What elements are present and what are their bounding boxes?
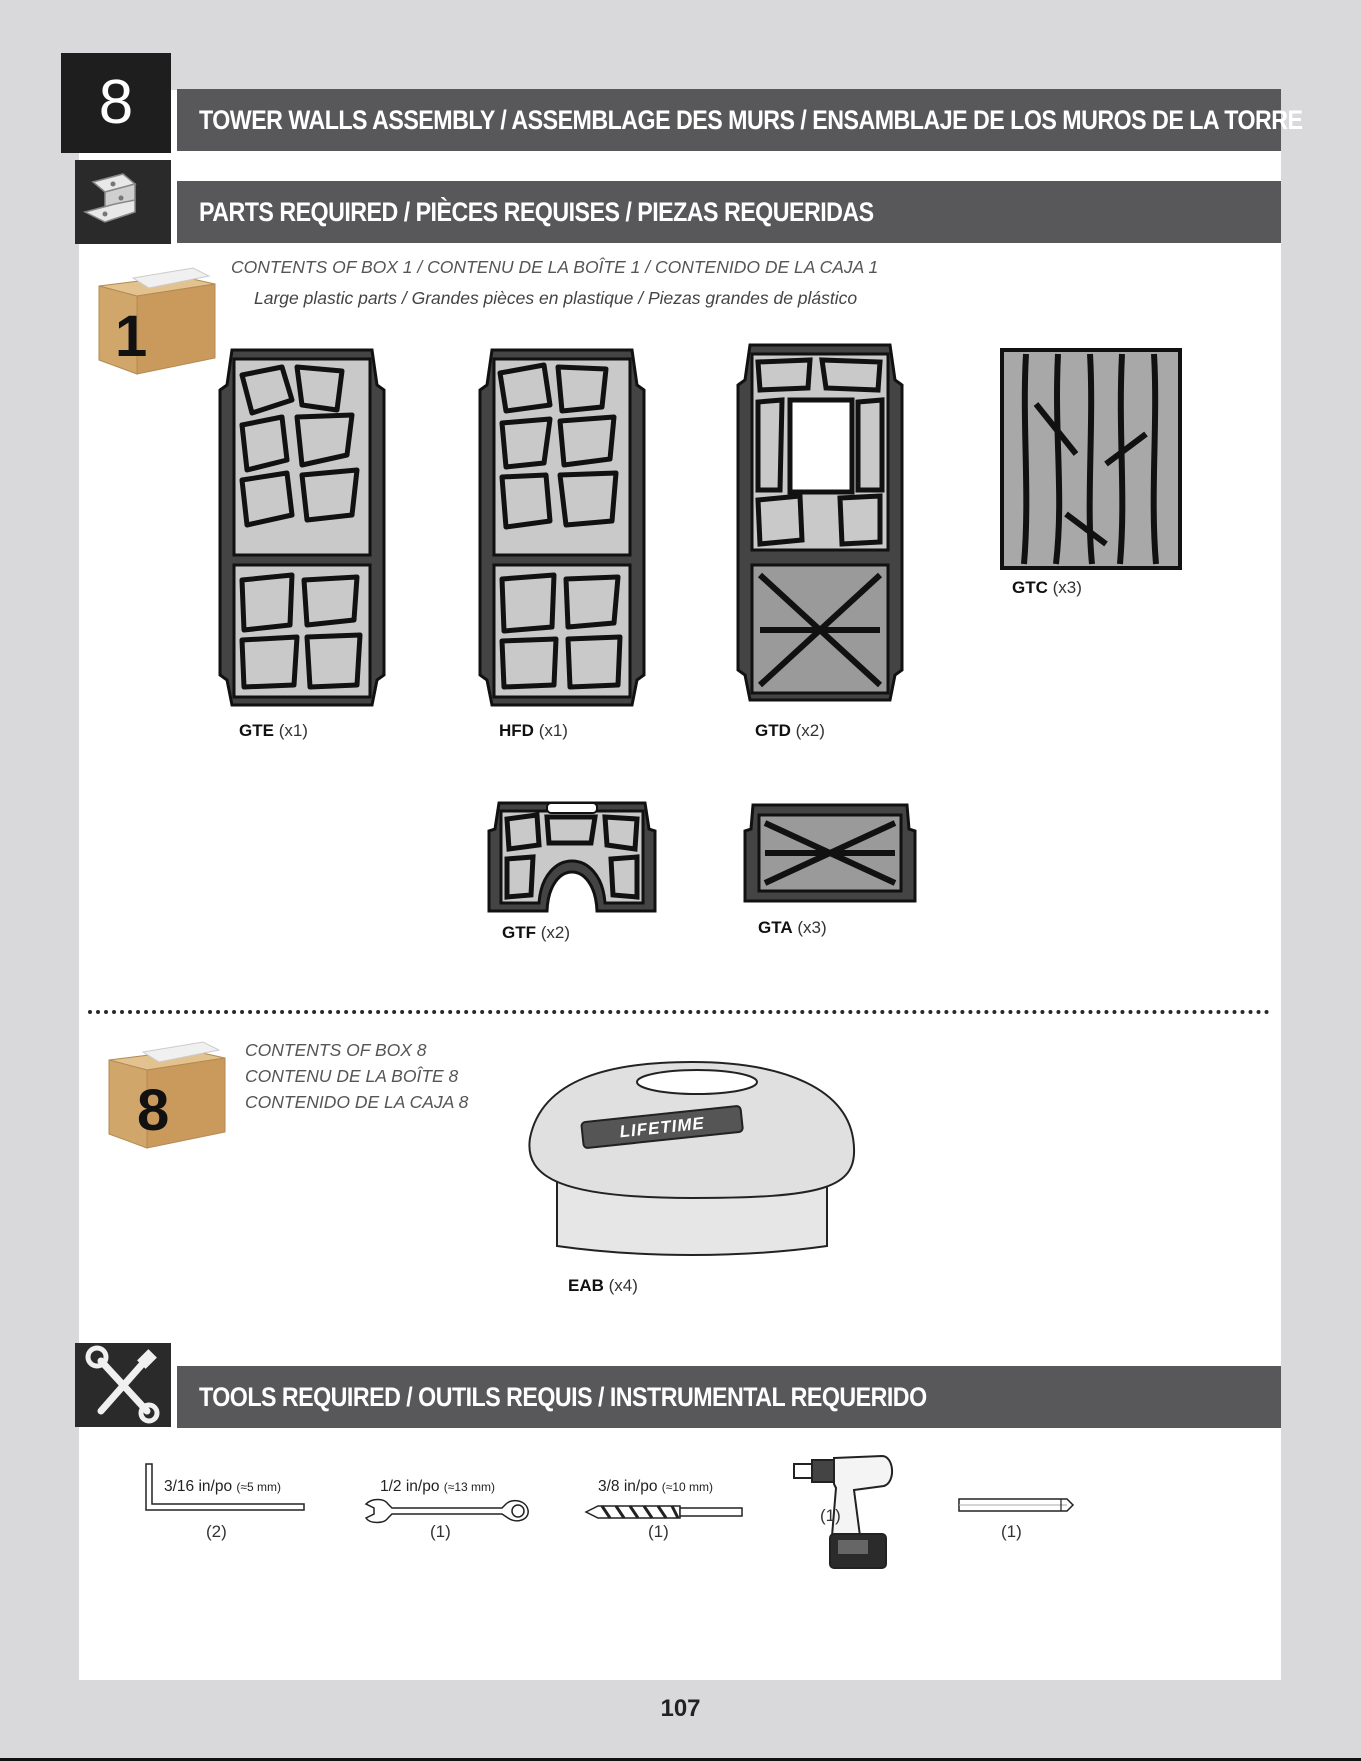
page-number: 107: [660, 1695, 701, 1722]
part-gtf-label: GTF (x2): [502, 923, 571, 942]
step-number: 8: [61, 53, 171, 153]
part-gtc-label: GTC (x3): [1012, 578, 1082, 597]
box-1-icon: [93, 256, 223, 376]
part-gtf-illustration: [487, 799, 657, 919]
hex-key-qty: (2): [206, 1522, 227, 1541]
box-8-line-1: CONTENTS OF BOX 8: [245, 1040, 427, 1060]
part-gte-illustration: [212, 345, 392, 715]
hex-bit-icon: [957, 1495, 1077, 1515]
part-gtd-illustration: [730, 340, 910, 710]
lifetime-logo: LIFETIME: [618, 1113, 706, 1142]
section-divider: [88, 1010, 1270, 1014]
part-gte-label: GTE (x1): [239, 721, 308, 740]
power-drill-icon: [790, 1452, 900, 1572]
parts-section-icon-box: [75, 160, 171, 244]
part-eab-label: EAB (x4): [568, 1276, 638, 1295]
box-8-line-2: CONTENU DE LA BOÎTE 8: [245, 1066, 459, 1086]
part-gta-label: GTA (x3): [758, 918, 827, 937]
power-drill-qty: (1): [820, 1506, 841, 1525]
box-8-icon: [103, 1030, 233, 1150]
hex-key-size: 3/16 in/po (≈5 mm): [164, 1478, 281, 1495]
part-gtc-illustration: [996, 344, 1186, 574]
bracket-icon: [75, 160, 171, 244]
wrench-qty: (1): [430, 1522, 451, 1541]
tools-required-title: TOOLS REQUIRED / OUTILS REQUIS / INSTRUMENTAL REQUERIDO: [177, 1366, 1281, 1428]
page-sheet: [79, 90, 1281, 1680]
drill-bit-icon: [584, 1502, 744, 1522]
drill-bit-qty: (1): [648, 1522, 669, 1541]
wrench-size: 1/2 in/po (≈13 mm): [380, 1478, 496, 1495]
part-eab-illustration: [522, 1058, 862, 1278]
part-gtd-label: GTD (x2): [755, 721, 825, 740]
box-1-subtitle: Large plastic parts / Grandes pièces en plastique / Piezas grandes de plástico: [254, 288, 858, 308]
tools-section-icon-box: [75, 1343, 171, 1427]
box-1-contents-label: CONTENTS OF BOX 1 / CONTENU DE LA BOÎTE 1 / CONTENIDO DE LA CAJA 1: [231, 257, 879, 277]
hex-key-icon: [142, 1462, 312, 1512]
parts-required-title: PARTS REQUIRED / PIÈCES REQUISES / PIEZAS REQUERIDAS: [177, 181, 1281, 243]
box-8-line-3: CONTENIDO DE LA CAJA 8: [245, 1092, 469, 1112]
hex-bit-qty: (1): [1001, 1522, 1022, 1541]
box-8-number: 8: [137, 1078, 170, 1143]
drill-bit-size: 3/8 in/po (≈10 mm): [598, 1478, 714, 1495]
step-title: TOWER WALLS ASSEMBLY / ASSEMBLAGE DES MURS / ENSAMBLAJE DE LOS MUROS DE LA TORRE: [177, 89, 1281, 151]
part-hfd-illustration: [472, 345, 652, 715]
wrench-screwdriver-icon: [75, 1343, 171, 1427]
part-gta-illustration: [745, 801, 915, 911]
box-1-number: 1: [115, 304, 148, 369]
part-hfd-label: HFD (x1): [499, 721, 568, 740]
